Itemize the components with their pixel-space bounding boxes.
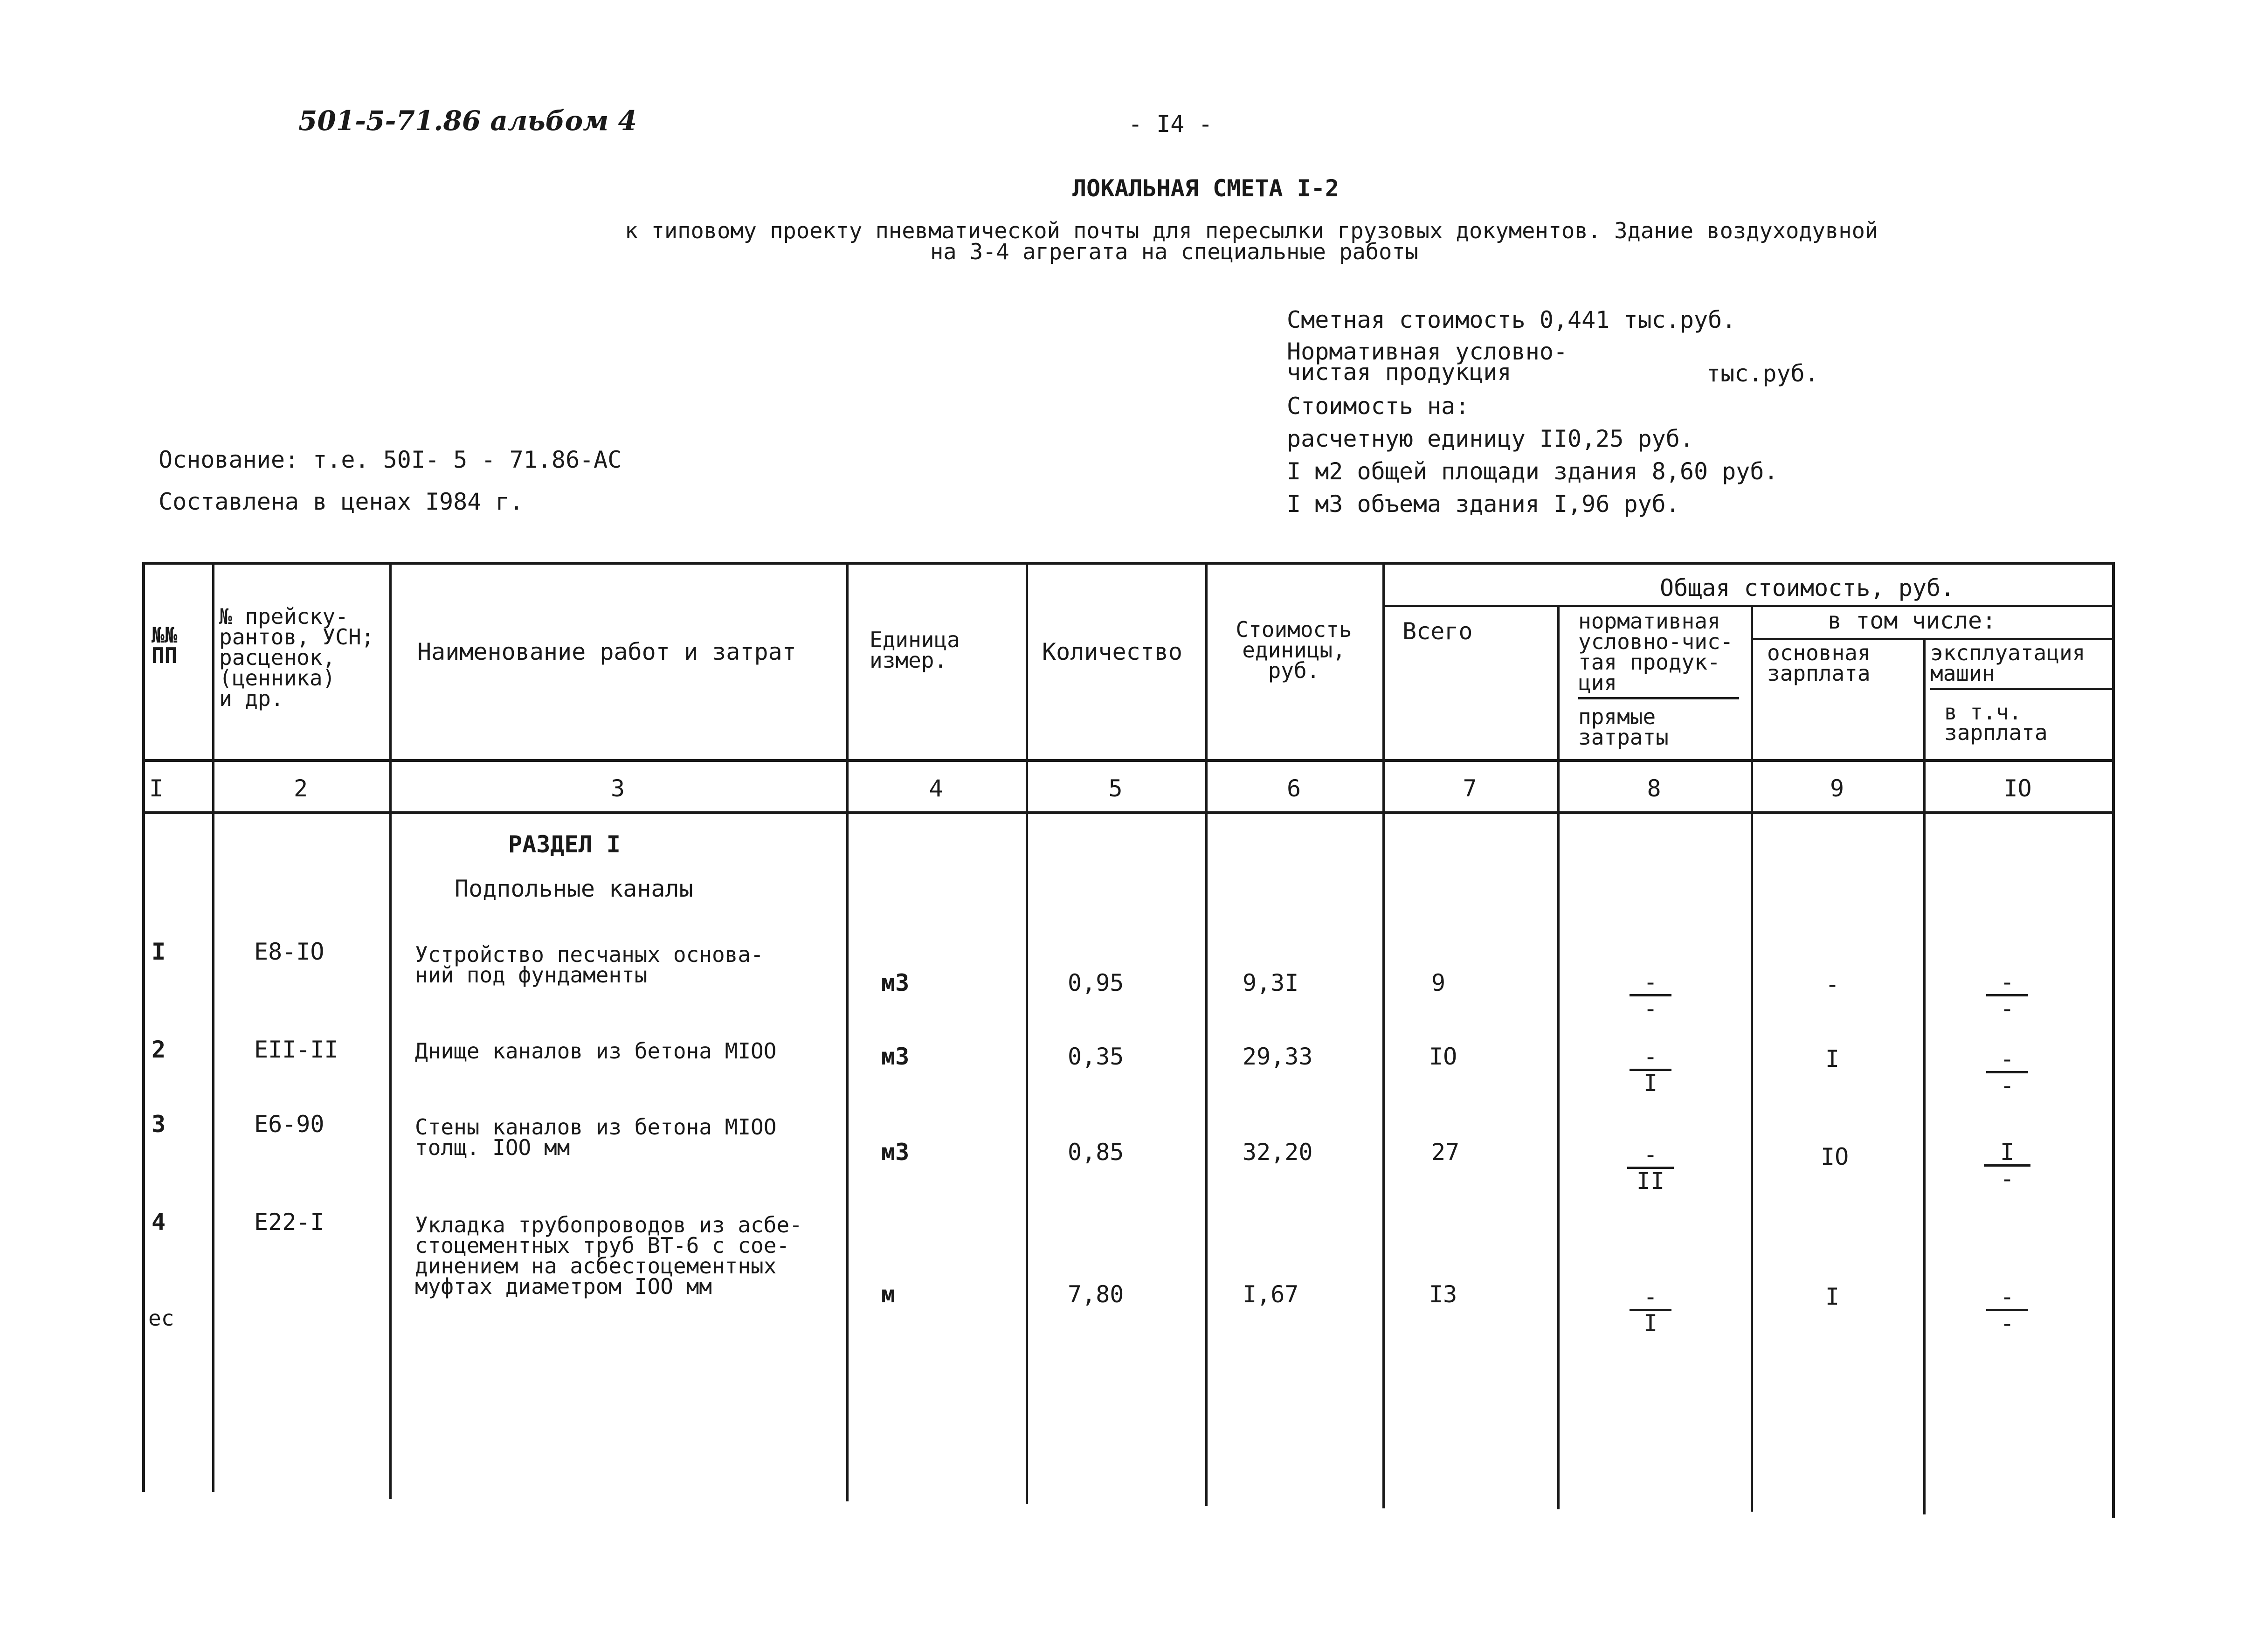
- col-line-7: [1557, 605, 1560, 1509]
- colnum-9: 9: [1830, 775, 1844, 802]
- row-total: 9: [1431, 969, 1446, 996]
- col-line-0: [142, 562, 145, 1492]
- col-line-3: [846, 562, 849, 1501]
- row-code: E6-90: [254, 1111, 325, 1138]
- col-line-1: [212, 562, 214, 1492]
- colnum-8: 8: [1647, 775, 1661, 802]
- normative-product-unit: тыс.руб.: [1706, 360, 1819, 387]
- col-line-2: [389, 562, 392, 1499]
- row-unit-price: 32,20: [1243, 1139, 1313, 1166]
- row-work-name: Устройство песчаных основа- ний под фундаменты: [415, 942, 764, 988]
- header-machine-operation: эксплуатация машин: [1930, 640, 2085, 686]
- normative-product-label-2: чистая продукция: [1287, 359, 1512, 386]
- row-machine-value: -: [1986, 1047, 2028, 1073]
- document-subtitle-line2: на 3-4 агрегата на специальные работы: [930, 239, 1418, 265]
- row-normative-value: -: [1627, 1142, 1674, 1169]
- document-title: ЛОКАЛЬНАЯ СМЕТА I-2: [1072, 175, 1339, 202]
- row-normative-direct: [1630, 970, 1671, 1021]
- header-bottom-line: [142, 759, 2114, 762]
- colnum-5: 5: [1108, 775, 1123, 802]
- row-machine-value: -: [1986, 970, 2028, 996]
- colnum-7: 7: [1463, 775, 1477, 802]
- row-direct-value: I: [1643, 1070, 1658, 1097]
- row-machine-salary: [1986, 1047, 2028, 1098]
- row-work-name: Стены каналов из бетона МIОО толщ. IOO мм: [415, 1114, 777, 1160]
- row-base-salary: IO: [1821, 1143, 1849, 1170]
- row-machine-salary-value: -: [2000, 1165, 2015, 1192]
- group-header-line: [1382, 605, 2114, 607]
- header-including-group: в том числе:: [1828, 607, 1996, 634]
- row-base-salary: I: [1825, 1045, 1840, 1072]
- header-base-salary: основная зарплата: [1767, 640, 1871, 686]
- row-total: IO: [1429, 1043, 1457, 1070]
- page-number: - I4 -: [1128, 111, 1213, 138]
- cost-per-label: Стоимость на:: [1287, 393, 1470, 420]
- row-work-name: Днище каналов из бетона МIОО: [415, 1038, 777, 1064]
- row-base-salary: -: [1825, 971, 1840, 998]
- colnum-6: 6: [1286, 775, 1301, 802]
- colnum-10: IO: [2003, 775, 2032, 802]
- colnum-3: 3: [610, 775, 625, 802]
- header-machine-divider: [1930, 688, 2112, 690]
- section-subtitle: Подпольные каналы: [455, 875, 693, 902]
- col-line-5: [1205, 562, 1208, 1506]
- row-quantity: 0,85: [1068, 1139, 1124, 1166]
- header-unit: Единица измер.: [870, 627, 960, 673]
- row-total: I3: [1429, 1281, 1457, 1308]
- row-machine-salary: [1986, 1285, 2028, 1335]
- row-direct-value: II: [1636, 1168, 1665, 1195]
- prices-year: Составлена в ценах I984 г.: [159, 488, 524, 515]
- header-total: Всего: [1402, 618, 1473, 645]
- album-reference: 501-5-71.86 альбом 4: [298, 105, 637, 137]
- row-machine-salary-value: -: [2000, 1310, 2015, 1337]
- colnum-4: 4: [929, 775, 943, 802]
- row-machine-salary: [1984, 1140, 2030, 1191]
- row-code: E8-IO: [254, 938, 325, 965]
- header-total-cost-group: Общая стоимость, руб.: [1660, 574, 1955, 601]
- row-code: E22-I: [254, 1209, 325, 1236]
- table-top-border: [142, 562, 2114, 565]
- row-work-name: Укладка трубопроводов из асбе- стоцементных труб ВТ-6 с сое- динением на асбестоцементных муфтах диаметром IOO мм: [415, 1212, 802, 1299]
- header-direct-costs: прямые затраты: [1578, 704, 1669, 750]
- cost-per-m2: I м2 общей площади здания 8,60 руб.: [1287, 458, 1778, 485]
- margin-mark: ec: [148, 1306, 174, 1331]
- header-price-list: № прейску- рантов, УСН; расценок, (ценника) и др.: [219, 604, 374, 711]
- row-normative-value: -: [1630, 1044, 1671, 1071]
- row-total: 27: [1431, 1139, 1460, 1166]
- section-title: РАЗДЕЛ I: [508, 831, 621, 858]
- cost-per-m3: I м3 объема здания I,96 руб.: [1287, 491, 1680, 518]
- row-quantity: 0,35: [1068, 1043, 1124, 1070]
- row-number: 3: [152, 1111, 166, 1138]
- col-line-4: [1026, 562, 1028, 1504]
- row-number: 2: [152, 1036, 166, 1063]
- row-machine-value: -: [1986, 1285, 2028, 1311]
- header-normative-divider: [1578, 697, 1739, 699]
- row-quantity: 0,95: [1068, 969, 1124, 996]
- row-unit-price: 9,3I: [1243, 969, 1299, 996]
- row-unit: м3: [881, 1139, 910, 1166]
- row-machine-value: I: [1984, 1140, 2030, 1167]
- header-quantity: Количество: [1042, 638, 1183, 665]
- row-direct-value: I: [1643, 1310, 1658, 1337]
- colnum-2: 2: [293, 775, 308, 802]
- col-line-10: [2112, 562, 2115, 1518]
- row-normative-direct: [1627, 1142, 1674, 1193]
- basis-reference: Основание: т.е. 50I- 5 - 71.86-АС: [159, 446, 622, 473]
- header-unit-price: Стоимость единицы, руб.: [1236, 617, 1352, 683]
- row-unit: м: [881, 1281, 896, 1308]
- col-line-6: [1382, 562, 1385, 1508]
- estimated-cost: Сметная стоимость 0,441 тыс.руб.: [1287, 306, 1736, 333]
- row-machine-salary: [1986, 970, 2028, 1021]
- document-subtitle-line1: к типовому проекту пневматической почты для пересылки грузовых документов. Здание воздуходувной: [625, 218, 1878, 244]
- header-work-name: Наименование работ и затрат: [417, 638, 796, 665]
- row-unit: м3: [881, 1043, 910, 1070]
- header-row-number: №№ ПП: [152, 622, 178, 668]
- cost-per-unit: расчетную единицу II0,25 руб.: [1287, 425, 1694, 452]
- row-machine-salary-value: -: [2000, 1072, 2015, 1099]
- row-normative-direct: [1630, 1285, 1671, 1335]
- colnum-1: I: [149, 775, 164, 802]
- row-direct-value: -: [1643, 995, 1658, 1022]
- row-unit-price: I,67: [1243, 1281, 1299, 1308]
- row-normative-value: -: [1630, 970, 1671, 996]
- row-normative-direct: [1630, 1044, 1671, 1095]
- col-line-9: [1923, 638, 1926, 1514]
- row-normative-value: -: [1630, 1285, 1671, 1311]
- header-normative-product: нормативная условно-чис- тая продук- ция: [1578, 608, 1733, 695]
- row-number: I: [152, 938, 166, 965]
- row-number: 4: [152, 1209, 166, 1236]
- row-unit-price: 29,33: [1243, 1043, 1313, 1070]
- row-code: EII-II: [254, 1036, 338, 1063]
- row-machine-salary-value: -: [2000, 995, 2015, 1022]
- colnum-bottom-line: [142, 811, 2114, 814]
- normative-product-label: Нормативная условно-: [1287, 338, 1568, 365]
- row-quantity: 7,80: [1068, 1281, 1124, 1308]
- col-line-8: [1751, 605, 1753, 1512]
- row-unit: м3: [881, 969, 910, 996]
- row-base-salary: I: [1825, 1283, 1840, 1310]
- header-machine-salary: в т.ч. зарплата: [1944, 699, 2048, 745]
